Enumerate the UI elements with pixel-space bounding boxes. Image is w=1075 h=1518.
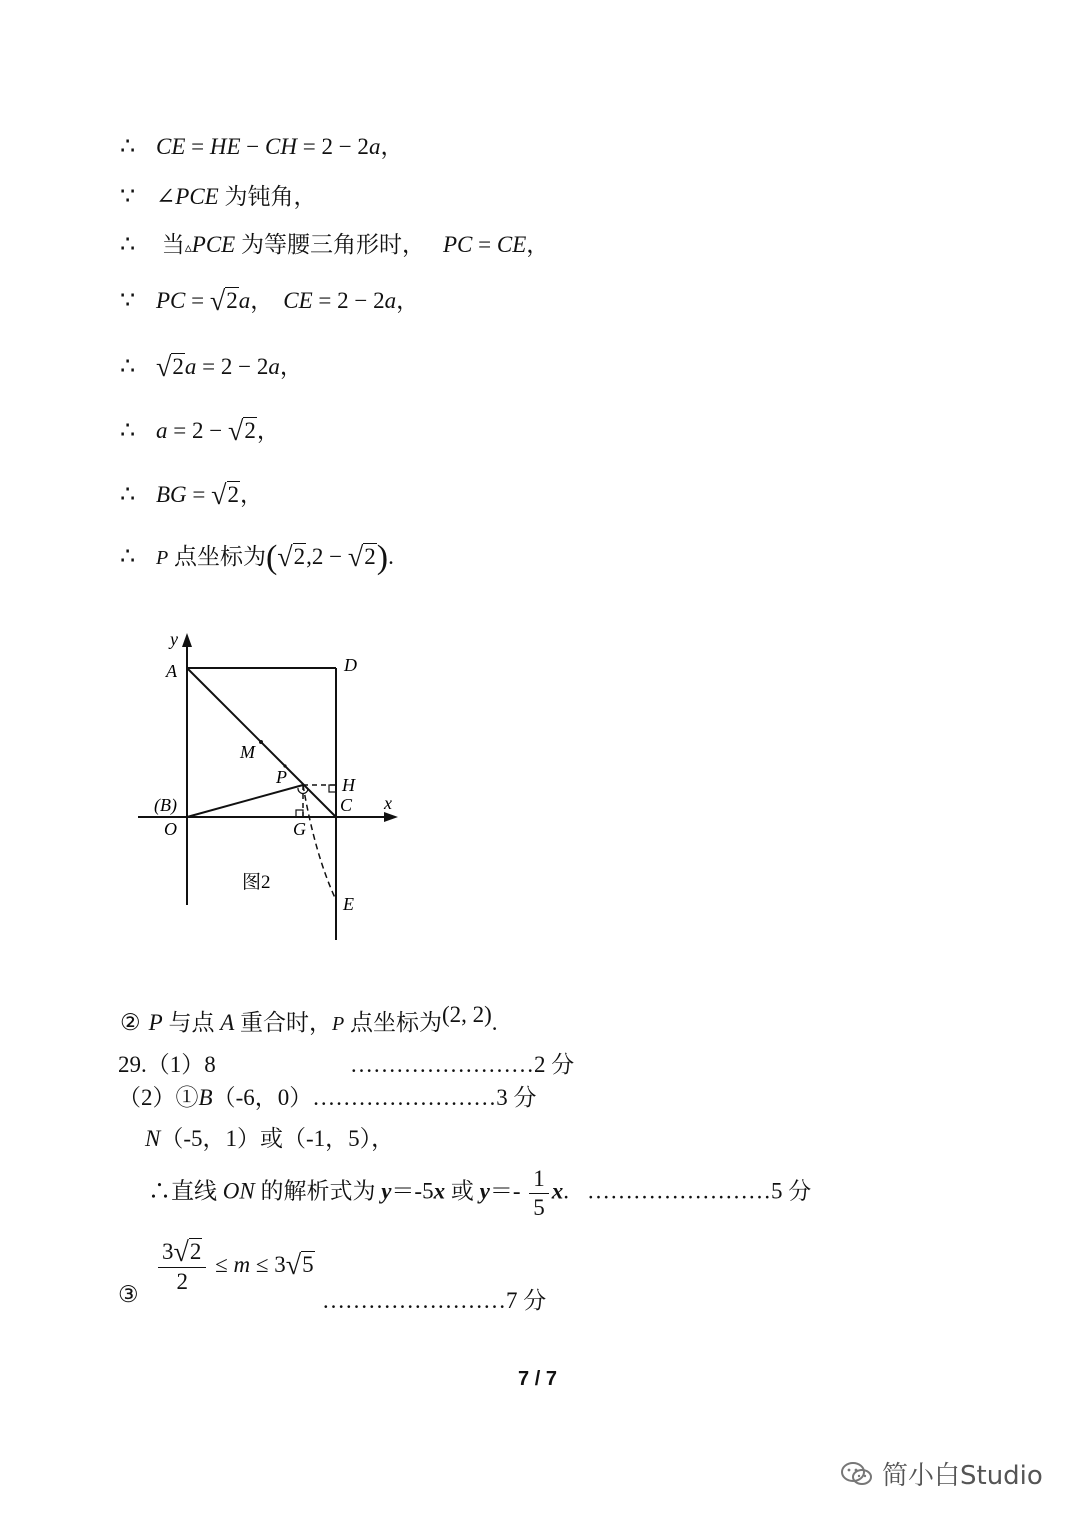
segment-op — [187, 785, 303, 817]
var: x — [433, 1178, 446, 1204]
coordinate: （-6，0） — [212, 1085, 313, 1110]
sqrt-sign: √ — [209, 286, 226, 317]
radicand: 2 — [293, 544, 306, 569]
q29-part2 — [118, 1079, 536, 1112]
point-b: B — [198, 1085, 213, 1110]
denominator: 5 — [533, 1194, 545, 1220]
label-d: D — [344, 655, 357, 675]
text: 当 — [156, 232, 185, 257]
right-angle-g — [296, 810, 303, 817]
fraction — [529, 1165, 549, 1221]
figure-2 — [130, 625, 410, 945]
proof-line-4 — [120, 282, 419, 316]
sqrt-sign: √ — [277, 542, 293, 573]
term: PC — [442, 232, 473, 257]
punct: ， — [380, 134, 404, 159]
sqrt-sign: √ — [173, 1237, 189, 1268]
sqrt-sign: √ — [285, 1250, 302, 1282]
point-p: P — [148, 1010, 163, 1035]
q29-part3-score — [322, 1282, 546, 1315]
q29-line-on — [148, 1165, 811, 1221]
proof-line-3 — [120, 226, 549, 259]
coef: 3 — [162, 1239, 174, 1264]
wechat-icon — [840, 1460, 874, 1488]
q29-part3-expr — [155, 1238, 315, 1296]
radicand: 5 — [302, 1252, 314, 1278]
because-symbol: ∵ — [120, 184, 136, 210]
var: y — [479, 1178, 490, 1204]
op: = 2 − 2 — [196, 354, 269, 379]
therefore-symbol: ∴ — [120, 482, 136, 508]
punct: . — [563, 1178, 569, 1204]
text: ∴直线 — [148, 1178, 223, 1204]
sqrt — [156, 354, 185, 382]
op: = 2 − — [167, 418, 228, 443]
op: ≤ 3 — [250, 1252, 286, 1278]
sqrt-sign: √ — [347, 542, 364, 573]
label-e: E — [343, 894, 354, 914]
label-x: x — [384, 793, 392, 813]
coordinate: (2, 2) — [441, 1002, 492, 1027]
op: = — [185, 288, 210, 313]
proof-line-6 — [120, 412, 280, 446]
term: CE — [283, 288, 313, 313]
sqrt — [210, 288, 239, 316]
punct: . — [491, 1010, 498, 1035]
circled-number: ② — [120, 1010, 141, 1035]
point-a: A — [220, 1010, 235, 1035]
score-dots: ……………………5 分 — [586, 1178, 812, 1204]
op: = — [186, 482, 212, 507]
term: PCE — [175, 184, 219, 209]
op: = 2 − 2 — [296, 134, 369, 159]
proof-line-5 — [120, 348, 303, 382]
triangle-symbol: ▵ — [184, 241, 192, 256]
text: 点坐标为 — [168, 544, 266, 569]
numerator — [158, 1238, 206, 1268]
var: a — [184, 354, 197, 379]
label-o: O — [164, 819, 177, 839]
punct: ， — [396, 288, 420, 313]
therefore-symbol: ∴ — [120, 418, 136, 444]
proof-line-8 — [120, 538, 394, 577]
punct: ， — [526, 232, 550, 257]
score-dots: ……………………7 分 — [322, 1288, 547, 1313]
var: a — [156, 418, 168, 443]
label-h: H — [342, 775, 355, 795]
punct: ， — [256, 418, 280, 443]
sqrt-sign: √ — [211, 480, 227, 511]
q29-n-line — [145, 1120, 394, 1153]
q29-part1 — [118, 1046, 575, 1079]
op: = — [472, 232, 497, 257]
op: = 2 − 2 — [312, 288, 385, 313]
term: CE — [496, 232, 527, 257]
punct: ， — [250, 288, 274, 313]
term: PCE — [191, 232, 236, 257]
term: BG — [156, 482, 187, 507]
var: a — [238, 288, 251, 313]
label-y: y — [170, 629, 178, 649]
angle-symbol: ∠ — [156, 184, 176, 209]
text: 或 — [445, 1178, 480, 1204]
punct: . — [388, 544, 394, 569]
text: 与点 — [162, 1010, 221, 1035]
label-b: (B) — [154, 795, 177, 815]
x-axis-arrow — [384, 812, 398, 822]
term: CE — [156, 134, 186, 159]
term: PC — [156, 288, 186, 313]
punct: ， — [240, 482, 264, 507]
text: 为等腰三角形时， — [235, 232, 425, 257]
therefore-symbol: ∴ — [120, 134, 136, 160]
text: 的解析式为 — [254, 1178, 382, 1204]
segment-pe — [303, 785, 336, 900]
sqrt — [174, 1238, 203, 1267]
q29-part3-num — [118, 1282, 139, 1308]
answer-label: （2）① — [118, 1085, 199, 1110]
sqrt — [277, 544, 306, 572]
term: ON — [222, 1178, 255, 1204]
radicand: 2 — [189, 1239, 202, 1264]
score-dots: ……………………2 分 — [350, 1052, 575, 1077]
page-number: 7 / 7 — [518, 1368, 557, 1390]
sqrt-sign: √ — [156, 352, 172, 383]
therefore-symbol: ∴ — [120, 544, 136, 570]
sqrt-sign: √ — [227, 416, 244, 447]
sqrt — [348, 544, 377, 572]
therefore-symbol: ∴ — [120, 232, 136, 258]
paren-right: ) — [376, 539, 389, 576]
text: ,2 − — [306, 544, 348, 569]
label-a: A — [166, 661, 177, 681]
punct: ， — [279, 354, 303, 379]
radicand: 2 — [227, 482, 240, 507]
text: ＝- — [489, 1178, 527, 1204]
text: （-5，1）或（-1，5）， — [160, 1126, 395, 1151]
answer-label: 29.（1）8 — [118, 1052, 216, 1077]
radicand: 2 — [244, 418, 256, 443]
proof-line-2 — [120, 178, 316, 211]
circled-number: ③ — [118, 1282, 139, 1307]
var: x — [551, 1178, 564, 1204]
figure-caption: 图2 — [242, 872, 271, 893]
case-2-line — [120, 1002, 498, 1037]
paren-left: ( — [265, 539, 278, 576]
y-axis-arrow — [182, 633, 192, 647]
score-dots: ……………………3 分 — [312, 1085, 537, 1110]
right-angle-h — [329, 785, 336, 792]
var: a — [384, 288, 397, 313]
radicand: 2 — [172, 354, 184, 379]
numerator: 1 — [529, 1165, 549, 1194]
point-p: P — [156, 547, 169, 569]
label-m: M — [240, 742, 255, 762]
var: a — [268, 354, 280, 379]
sqrt — [228, 418, 257, 446]
text: 为钝角， — [218, 184, 317, 209]
fraction — [158, 1238, 206, 1296]
point-m — [259, 740, 263, 744]
therefore-symbol: ∴ — [120, 354, 136, 380]
op: − — [240, 134, 266, 159]
radicand: 2 — [226, 288, 238, 313]
because-symbol: ∵ — [120, 288, 136, 314]
watermark — [840, 1455, 1043, 1492]
label-c: C — [340, 795, 353, 815]
var: y — [381, 1178, 392, 1204]
proof-line-7 — [120, 476, 263, 510]
sqrt — [211, 482, 240, 510]
point-p: P — [332, 1013, 345, 1035]
radicand: 2 — [364, 544, 376, 569]
label-g: G — [293, 819, 306, 839]
term: CH — [265, 134, 297, 159]
sqrt — [286, 1252, 315, 1280]
text: 重合时， — [234, 1010, 332, 1035]
term: HE — [209, 134, 241, 159]
watermark-text: 简小白Studio — [882, 1461, 1043, 1491]
text: 点坐标为 — [344, 1010, 442, 1035]
denominator: 2 — [176, 1269, 188, 1294]
op: ≤ — [209, 1252, 234, 1278]
text: ＝-5 — [391, 1178, 434, 1204]
var: a — [368, 134, 381, 159]
proof-line-1 — [120, 128, 403, 161]
label-p: P — [276, 767, 287, 787]
var: m — [233, 1252, 251, 1278]
point-n: N — [145, 1126, 161, 1151]
op: = — [185, 134, 210, 159]
